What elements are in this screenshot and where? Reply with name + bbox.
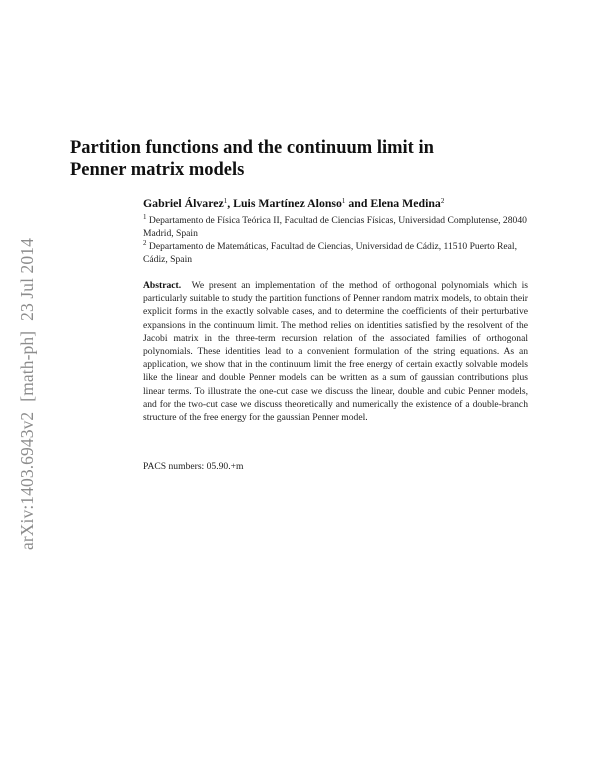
author-list — [143, 196, 444, 210]
author-separator: , — [227, 196, 234, 210]
affil-mark: 2 — [143, 239, 147, 247]
abstract — [143, 279, 528, 424]
affil-text: Departamento de Matemáticas, Facultad de Ciencias, Universidad de Cádiz, 11510 Puerto Real, Cádiz, Spain — [143, 241, 517, 265]
abstract-label: Abstract. — [143, 280, 182, 291]
arxiv-date: 23 Jul 2014 — [17, 238, 37, 321]
title-line-2: Penner matrix models — [70, 160, 245, 180]
arxiv-identifier: arXiv:1403.6943v2 — [17, 411, 37, 550]
arxiv-category: [math-ph] — [17, 330, 37, 402]
affiliation — [143, 240, 533, 266]
pacs-numbers: PACS numbers: 05.90.+m — [143, 461, 244, 472]
abstract-text: We present an implementation of the method of orthogonal polynomials which is particularly suitable to study the partition functions of Penner random matrix models, to obtain their explicit forms in the exactly solvable cases, and to determine the coefficients of their perturbative expansions in the continuum limit. The method relies on identities satisfied by the resolvent of the Jacobi matrix in the three-term recursion relation of the associated families of orthogonal polynomials. These identities lead to a convenient formulation of the string equations. As an application, we show that in the continuum limit the free energy of certain exactly solvable models like the linear and double Penner models can be written as a sum of gaussian contributions plus linear terms. To illustrate the one-cut case we discuss the linear, double and cubic Penner models, and for the two-cut case we discuss theoretically and numerically the existence of a double-branch structure of the free energy for the gaussian Penner model. — [143, 280, 528, 424]
title-line-1: Partition functions and the continuum limit in — [70, 138, 434, 158]
author-name: Luis Martínez Alonso — [233, 196, 342, 210]
arxiv-stamp — [17, 238, 37, 550]
author-separator: and — [345, 196, 371, 210]
affil-mark: 1 — [143, 213, 147, 221]
affil-text: Departamento de Física Teórica II, Facultad de Ciencias Físicas, Universidad Complutense, 28040 Madrid, Spain — [143, 215, 527, 239]
paper-title — [70, 137, 500, 181]
author-affil-mark: 2 — [440, 197, 445, 205]
affiliation — [143, 214, 533, 240]
affiliation-list — [143, 214, 533, 266]
author-affil-mark: 1 — [223, 197, 228, 205]
author-name: Elena Medina — [370, 196, 441, 210]
author-name: Gabriel Álvarez — [143, 196, 224, 210]
author-affil-mark: 1 — [341, 197, 346, 205]
